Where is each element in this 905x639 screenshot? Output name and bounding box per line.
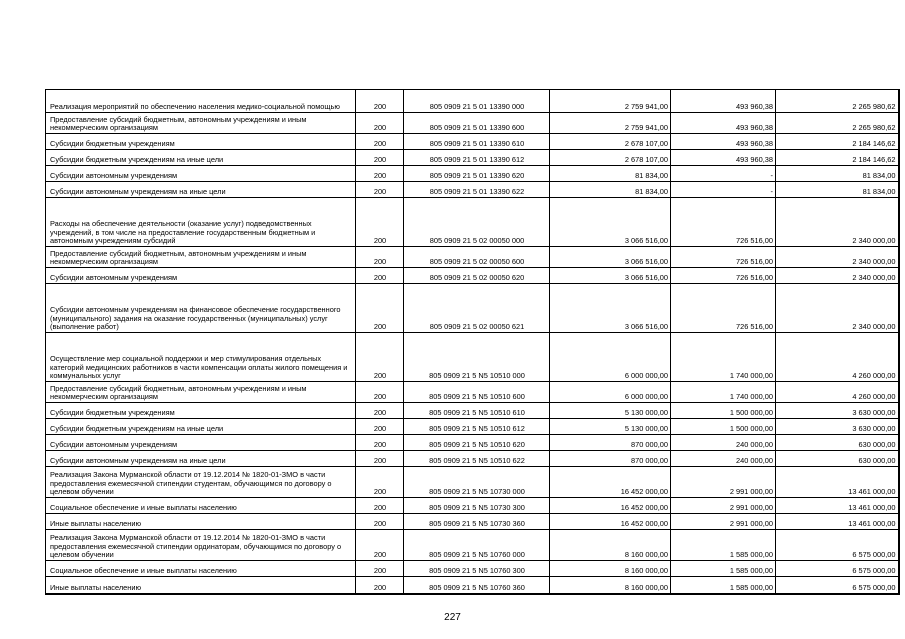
row-executed-cell: 726 516,00 [671,268,776,284]
row-remainder-cell: 2 340 000,00 [776,268,899,284]
row-code-cell: 200 [356,198,404,247]
row-executed-cell: 726 516,00 [671,198,776,247]
row-remainder-cell: 2 184 146,62 [776,150,899,166]
row-remainder-cell: 630 000,00 [776,451,899,467]
row-code-cell: 200 [356,150,404,166]
row-remainder-cell: 81 834,00 [776,182,899,198]
row-kbk-cell: 805 0909 21 5 02 00050 621 [404,284,550,333]
row-remainder-cell: 2 340 000,00 [776,247,899,268]
table-row [46,498,899,514]
row-name-cell: Субсидии бюджетным учреждениям на иные цели [46,419,356,435]
row-code-cell: 200 [356,268,404,284]
row-remainder-cell: 13 461 000,00 [776,498,899,514]
row-name-cell: Иные выплаты населению [46,577,356,594]
table-row [46,198,899,247]
row-executed-cell: 493 960,38 [671,90,776,113]
row-remainder-cell: 81 834,00 [776,166,899,182]
row-kbk-cell: 805 0909 21 5 01 13390 620 [404,166,550,182]
row-code-cell: 200 [356,182,404,198]
table-row [46,419,899,435]
row-amount-cell: 16 452 000,00 [550,467,671,498]
row-name-cell: Субсидии автономным учреждениям на иные цели [46,451,356,467]
row-code-cell: 200 [356,435,404,451]
table-row [46,382,899,403]
row-code-cell: 200 [356,247,404,268]
row-kbk-cell: 805 0909 21 5 02 00050 600 [404,247,550,268]
table-row [46,561,899,577]
row-code-cell: 200 [356,134,404,150]
row-kbk-cell: 805 0909 21 5 02 00050 620 [404,268,550,284]
table-row [46,150,899,166]
row-name-cell: Субсидии бюджетным учреждениям [46,403,356,419]
row-remainder-cell: 3 630 000,00 [776,403,899,419]
row-executed-cell: 726 516,00 [671,247,776,268]
row-kbk-cell: 805 0909 21 5 N5 10760 000 [404,530,550,561]
row-amount-cell: 6 000 000,00 [550,333,671,382]
row-kbk-cell: 805 0909 21 5 N5 10730 300 [404,498,550,514]
row-code-cell: 200 [356,467,404,498]
row-name-cell: Расходы на обеспечение деятельности (оказание услуг) подведомственных учреждений, в том числе на предоставление государственным бюджетным и автономным учреждениям субсидий [46,198,356,247]
row-executed-cell: 1 585 000,00 [671,577,776,594]
row-code-cell: 200 [356,577,404,594]
row-amount-cell: 870 000,00 [550,435,671,451]
row-executed-cell: - [671,166,776,182]
row-amount-cell: 3 066 516,00 [550,247,671,268]
row-remainder-cell: 2 265 980,62 [776,90,899,113]
table-row [46,134,899,150]
table-row [46,113,899,134]
row-name-cell: Реализация Закона Мурманской области от 19.12.2014 № 1820-01-ЗМО в части предоставления ежемесячной стипендии студентам, обучающимся по договору о целевом обучении [46,467,356,498]
table-row [46,268,899,284]
row-amount-cell: 3 066 516,00 [550,198,671,247]
row-remainder-cell: 3 630 000,00 [776,419,899,435]
row-remainder-cell: 4 260 000,00 [776,333,899,382]
row-name-cell: Предоставление субсидий бюджетным, автономным учреждениям и иным некоммерческим организациям [46,247,356,268]
table-row [46,182,899,198]
row-amount-cell: 3 066 516,00 [550,284,671,333]
table-row [46,577,899,594]
row-amount-cell: 2 678 107,00 [550,150,671,166]
row-amount-cell: 3 066 516,00 [550,268,671,284]
table-row [46,435,899,451]
row-kbk-cell: 805 0909 21 5 N5 10510 610 [404,403,550,419]
row-code-cell: 200 [356,382,404,403]
table-row [46,467,899,498]
table-row [46,284,899,333]
row-executed-cell: 1 585 000,00 [671,530,776,561]
row-name-cell: Субсидии бюджетным учреждениям [46,134,356,150]
row-amount-cell: 2 678 107,00 [550,134,671,150]
row-amount-cell: 16 452 000,00 [550,514,671,530]
row-amount-cell: 16 452 000,00 [550,498,671,514]
row-kbk-cell: 805 0909 21 5 01 13390 600 [404,113,550,134]
table-row [46,247,899,268]
row-amount-cell: 2 759 941,00 [550,113,671,134]
row-remainder-cell: 13 461 000,00 [776,514,899,530]
row-code-cell: 200 [356,90,404,113]
row-executed-cell: 2 991 000,00 [671,467,776,498]
table-row [46,166,899,182]
row-executed-cell: 493 960,38 [671,150,776,166]
row-remainder-cell: 2 184 146,62 [776,134,899,150]
row-amount-cell: 8 160 000,00 [550,577,671,594]
row-remainder-cell: 6 575 000,00 [776,530,899,561]
row-amount-cell: 5 130 000,00 [550,403,671,419]
row-kbk-cell: 805 0909 21 5 02 00050 000 [404,198,550,247]
row-name-cell: Осуществление мер социальной поддержки и мер стимулирования отдельных категорий медицинских работников в части компенсации оплаты жилого помещения и коммунальных услуг [46,333,356,382]
row-kbk-cell: 805 0909 21 5 N5 10510 612 [404,419,550,435]
table-row [46,530,899,561]
budget-table [45,89,900,595]
row-executed-cell: 1 500 000,00 [671,403,776,419]
row-amount-cell: 8 160 000,00 [550,530,671,561]
row-remainder-cell: 2 340 000,00 [776,198,899,247]
row-name-cell: Субсидии автономным учреждениям на иные цели [46,182,356,198]
row-name-cell: Социальное обеспечение и иные выплаты населению [46,561,356,577]
row-executed-cell: - [671,182,776,198]
table-row [46,333,899,382]
row-amount-cell: 81 834,00 [550,166,671,182]
table-row [46,451,899,467]
row-executed-cell: 493 960,38 [671,113,776,134]
row-kbk-cell: 805 0909 21 5 N5 10510 600 [404,382,550,403]
row-executed-cell: 2 991 000,00 [671,498,776,514]
row-kbk-cell: 805 0909 21 5 01 13390 622 [404,182,550,198]
row-name-cell: Реализация Закона Мурманской области от 19.12.2014 № 1820-01-ЗМО в части предоставления ежемесячной стипендии ординаторам, обучающимся по договору о целевом обучении [46,530,356,561]
table-row [46,90,899,113]
row-name-cell: Предоставление субсидий бюджетным, автономным учреждениям и иным некоммерческим организациям [46,382,356,403]
row-remainder-cell: 2 265 980,62 [776,113,899,134]
row-remainder-cell: 2 340 000,00 [776,284,899,333]
page-number: 227 [444,612,461,623]
row-amount-cell: 5 130 000,00 [550,419,671,435]
row-amount-cell: 6 000 000,00 [550,382,671,403]
row-code-cell: 200 [356,530,404,561]
row-kbk-cell: 805 0909 21 5 N5 10730 360 [404,514,550,530]
row-executed-cell: 1 585 000,00 [671,561,776,577]
row-code-cell: 200 [356,333,404,382]
row-kbk-cell: 805 0909 21 5 N5 10760 360 [404,577,550,594]
row-name-cell: Субсидии автономным учреждениям [46,268,356,284]
row-name-cell: Предоставление субсидий бюджетным, автономным учреждениям и иным некоммерческим организациям [46,113,356,134]
row-code-cell: 200 [356,113,404,134]
row-kbk-cell: 805 0909 21 5 N5 10510 622 [404,451,550,467]
row-name-cell: Субсидии автономным учреждениям [46,166,356,182]
row-executed-cell: 1 500 000,00 [671,419,776,435]
row-name-cell: Субсидии автономным учреждениям [46,435,356,451]
row-kbk-cell: 805 0909 21 5 N5 10760 300 [404,561,550,577]
row-code-cell: 200 [356,284,404,333]
row-code-cell: 200 [356,498,404,514]
table-row [46,403,899,419]
row-kbk-cell: 805 0909 21 5 N5 10510 620 [404,435,550,451]
row-executed-cell: 726 516,00 [671,284,776,333]
row-executed-cell: 1 740 000,00 [671,382,776,403]
row-name-cell: Иные выплаты населению [46,514,356,530]
row-kbk-cell: 805 0909 21 5 N5 10510 000 [404,333,550,382]
row-kbk-cell: 805 0909 21 5 01 13390 000 [404,90,550,113]
row-name-cell: Субсидии автономным учреждениям на финансовое обеспечение государственного (муниципального) задания на оказание государственных (муниципальных) услуг (выполнение работ) [46,284,356,333]
row-executed-cell: 2 991 000,00 [671,514,776,530]
table-row [46,514,899,530]
row-code-cell: 200 [356,403,404,419]
row-code-cell: 200 [356,451,404,467]
row-amount-cell: 870 000,00 [550,451,671,467]
row-remainder-cell: 4 260 000,00 [776,382,899,403]
row-code-cell: 200 [356,166,404,182]
row-executed-cell: 240 000,00 [671,435,776,451]
row-remainder-cell: 6 575 000,00 [776,561,899,577]
row-kbk-cell: 805 0909 21 5 N5 10730 000 [404,467,550,498]
table-body [46,90,899,594]
row-name-cell: Социальное обеспечение и иные выплаты населению [46,498,356,514]
row-executed-cell: 1 740 000,00 [671,333,776,382]
row-remainder-cell: 630 000,00 [776,435,899,451]
row-executed-cell: 240 000,00 [671,451,776,467]
row-code-cell: 200 [356,514,404,530]
row-amount-cell: 81 834,00 [550,182,671,198]
row-name-cell: Реализация мероприятий по обеспечению населения медико-социальной помощью [46,90,356,113]
row-kbk-cell: 805 0909 21 5 01 13390 612 [404,150,550,166]
row-remainder-cell: 13 461 000,00 [776,467,899,498]
row-executed-cell: 493 960,38 [671,134,776,150]
row-code-cell: 200 [356,561,404,577]
row-kbk-cell: 805 0909 21 5 01 13390 610 [404,134,550,150]
row-amount-cell: 8 160 000,00 [550,561,671,577]
row-amount-cell: 2 759 941,00 [550,90,671,113]
row-code-cell: 200 [356,419,404,435]
row-remainder-cell: 6 575 000,00 [776,577,899,594]
row-name-cell: Субсидии бюджетным учреждениям на иные цели [46,150,356,166]
